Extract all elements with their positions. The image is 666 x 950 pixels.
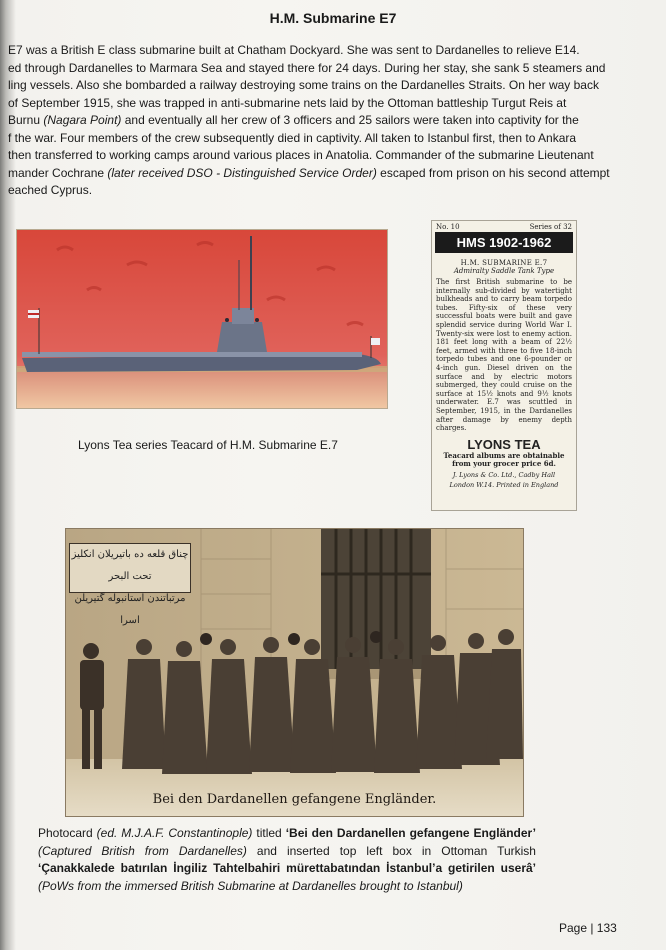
page-number: Page | 133 (559, 921, 617, 935)
text: mander Cochrane (8, 165, 108, 180)
text: and eventually all her crew of 3 officers and 25 sailors were taken into captivity for the (121, 113, 579, 127)
card-brand: LYONS TEA (467, 436, 541, 452)
painting-caption: Lyons Tea series Teacard of H.M. Submarine E.7 (78, 438, 338, 452)
intro-line: ed through Dardanelles to Marmara Sea and stayed there for 24 days. During her stay, she sank 5 steamers and (8, 60, 606, 75)
lyons-teacard (431, 220, 577, 511)
italic-text: (Nagara Point) (43, 113, 122, 127)
text: Photocard (38, 826, 97, 840)
card-number: No. 10 (436, 223, 460, 231)
photo-caption: Bei den Dardanellen gefangene Engländer. (152, 792, 437, 807)
card-series: Series of 32 (529, 223, 572, 231)
card-album-line: Teacard albums are obtainable (443, 450, 565, 460)
text: Burnu (8, 113, 44, 127)
bold-text: ‘Bei den Dardanellen gefangene Engländer’ (285, 826, 536, 840)
ottoman-caption-box (69, 543, 191, 626)
submarine-painting (16, 229, 388, 409)
intro-line: f the war. Four members of the crew subsequently died in captivity. All taken to Istanbul first, then to Ankara (8, 130, 577, 145)
italic-text: (ed. M.J.A.F. Constantinople) (96, 826, 253, 840)
ottoman-line: مرتباتندن استانبوله گتیریلن اسرا (74, 593, 186, 626)
photocard-caption (38, 825, 536, 895)
page-title: H.M. Submarine E7 (269, 10, 397, 26)
intro-line (8, 112, 638, 130)
prisoners-photocard (65, 528, 524, 817)
bold-text: ‘Çanakkalede batırılan İngiliz Tahtelbahiri mürettabatından İstanbul’a getirilen userâ’ (38, 861, 536, 875)
intro-line: E7 was a British E class submarine built at Chatham Dockyard. She was sent to Dardanelles to relieve E14. (8, 43, 580, 57)
card-publisher-line: J. Lyons & Co. Ltd., Cadby Hall (452, 470, 556, 479)
text: and inserted top left box in Ottoman Turkish (246, 843, 536, 858)
caption-text (38, 825, 536, 895)
card-vessel-name: H.M. SUBMARINE E.7 (460, 259, 548, 267)
card-vessel-type: Admiralty Saddle Tank Type (453, 267, 555, 275)
italic-text: (PoWs from the immersed British Submarine at Dardanelles brought to Istanbul) (38, 878, 463, 893)
intro-line: then transferred to working camps around various places in Anatolia. Commander of the submarine Lieutenant (8, 148, 594, 162)
italic-text: (Captured British from Dardanelles) (38, 843, 247, 858)
card-price-line: from your grocer price 6d. (452, 459, 556, 469)
submarine-painting-image (17, 230, 387, 408)
card-title-band: HMS 1902-1962 (435, 232, 573, 253)
card-printer-line: London W.14. Printed in England (449, 480, 559, 489)
card-description: The first British submarine to be internally sub-divided by watertight bulkheads and to carry beam torpedo tubes. Fifty-six of these very successful boats were built and gave splendid service during World War I. Twenty-six were lost to enemy action. 181 feet long with a beam of 22½ feet, armed with three to five 18-inch torpedo tubes and one 6-pounder or 4-inch gun. Diesel driven on the surface and by electric motors submerged, they could cruise on the surface at 15½ knots and 9½ knots underwater. E.7 was scuttled in September, 1915, in the Dardanelles after damage by enemy depth charges. (436, 278, 572, 433)
text: titled (252, 826, 286, 840)
ottoman-line: چناق قلعه ده باتیریلان انكليز تحت البحر (71, 549, 189, 582)
intro-line: ling vessels. Also she bombarded a railway destroying some trains on the Dardanelles Straits. On her way back (8, 78, 599, 92)
intro-line: of September 1915, she was trapped in anti-submarine nets laid by the Ottoman battleship Turgut Reis at (8, 95, 567, 110)
intro-paragraph (8, 42, 638, 200)
card-header (432, 221, 576, 232)
text: escaped from prison on his second attempt (376, 165, 610, 180)
intro-line (8, 165, 638, 183)
italic-text: (later received DSO - Distinguished Service Order) (107, 165, 377, 180)
intro-line: eached Cyprus. (8, 183, 93, 197)
